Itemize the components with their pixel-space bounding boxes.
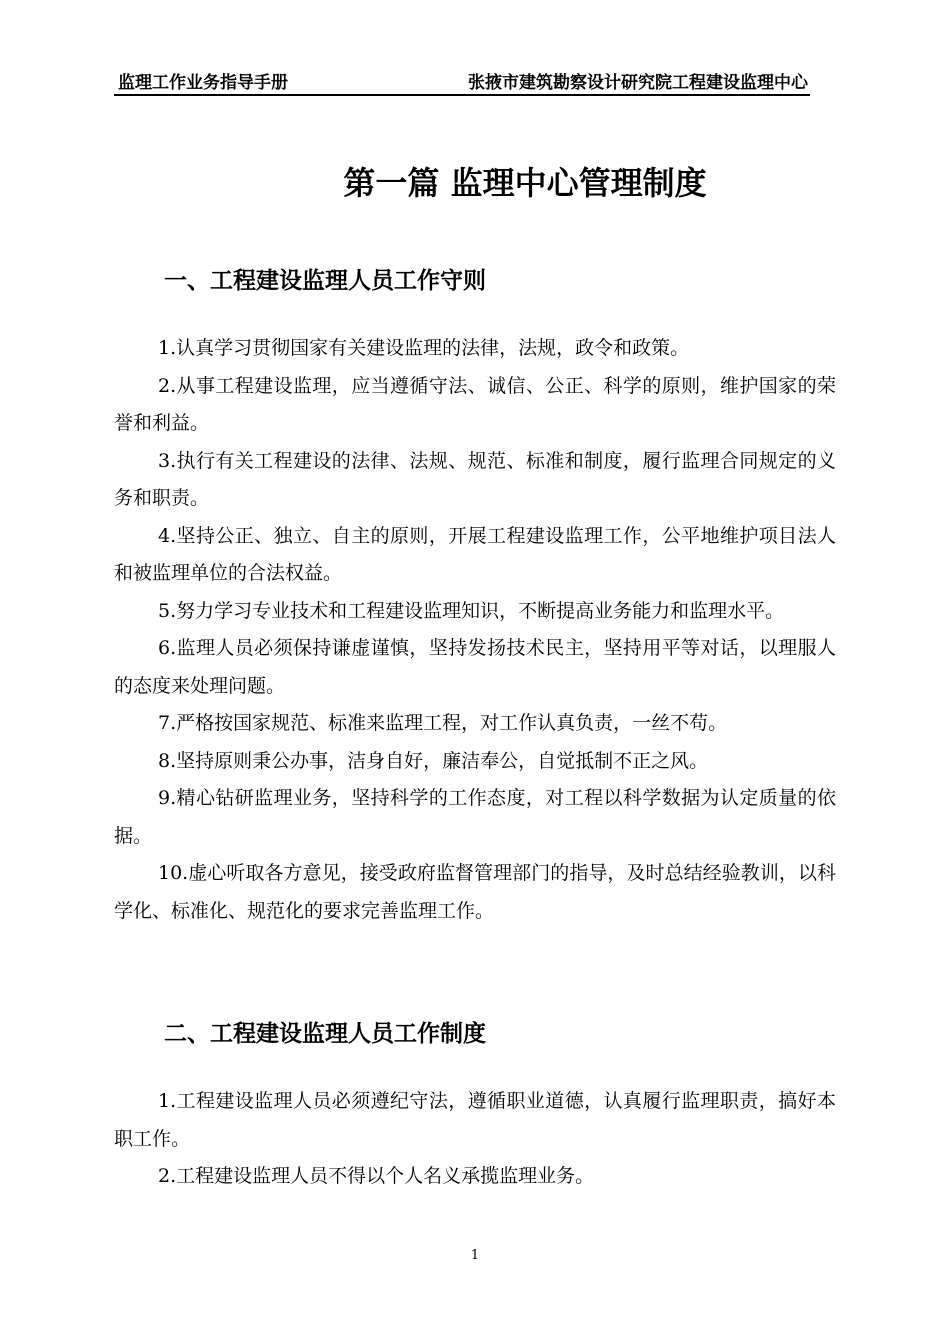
list-item: 9.精心钻研监理业务，坚持科学的工作态度，对工程以科学数据为认定质量的依据。 [114,787,836,847]
section-2-items [114,1083,836,1196]
list-item: 1.认真学习贯彻国家有关建设监理的法律，法规，政令和政策。 [158,337,690,359]
list-item: 2.工程建设监理人员不得以个人名义承揽监理业务。 [158,1165,595,1187]
page-number: 1 [470,1248,480,1263]
list-item: 3.执行有关工程建设的法律、法规、规范、标准和制度，履行监理合同规定的义务和职责。 [114,449,836,509]
list-item: 10.虚心听取各方意见，接受政府监督管理部门的指导，及时总结经验教训，以科学化、标准化、规范化的要求完善监理工作。 [114,862,836,922]
list-item: 5.努力学习专业技术和工程建设监理知识，不断提高业务能力和监理水平。 [158,599,785,622]
page-header [114,66,810,96]
part-title: 第一篇 监理中心管理制度 [343,164,707,202]
list-item: 7.严格按国家规范、标准来监理工程，对工作认真负责，一丝不苟。 [158,712,728,734]
header-manual-title: 监理工作业务指导手册 [118,73,288,93]
list-item: 8.坚持原则秉公办事，洁身自好，廉洁奉公，自觉抵制不正之风。 [158,749,709,772]
list-item: 2.从事工程建设监理，应当遵循守法、诚信、公正、科学的原则，维护国家的荣誉和利益。 [114,374,836,434]
section-heading-2: 二、工程建设监理人员工作制度 [164,1021,486,1047]
list-item: 1.工程建设监理人员必须遵纪守法，遵循职业道德，认真履行监理职责，搞好本职工作。 [114,1090,836,1150]
section-1-items [114,330,836,930]
list-item: 4.坚持公正、独立、自主的原则，开展工程建设监理工作，公平地维护项目法人和被监理单位的合法权益。 [114,524,836,584]
section-heading-1: 一、工程建设监理人员工作守则 [164,268,486,294]
header-organization: 张掖市建筑勘察设计研究院工程建设监理中心 [468,73,808,93]
list-item: 6.监理人员必须保持谦虚谨慎，坚持发扬技术民主，坚持用平等对话，以理服人的态度来处理问题。 [114,637,836,697]
